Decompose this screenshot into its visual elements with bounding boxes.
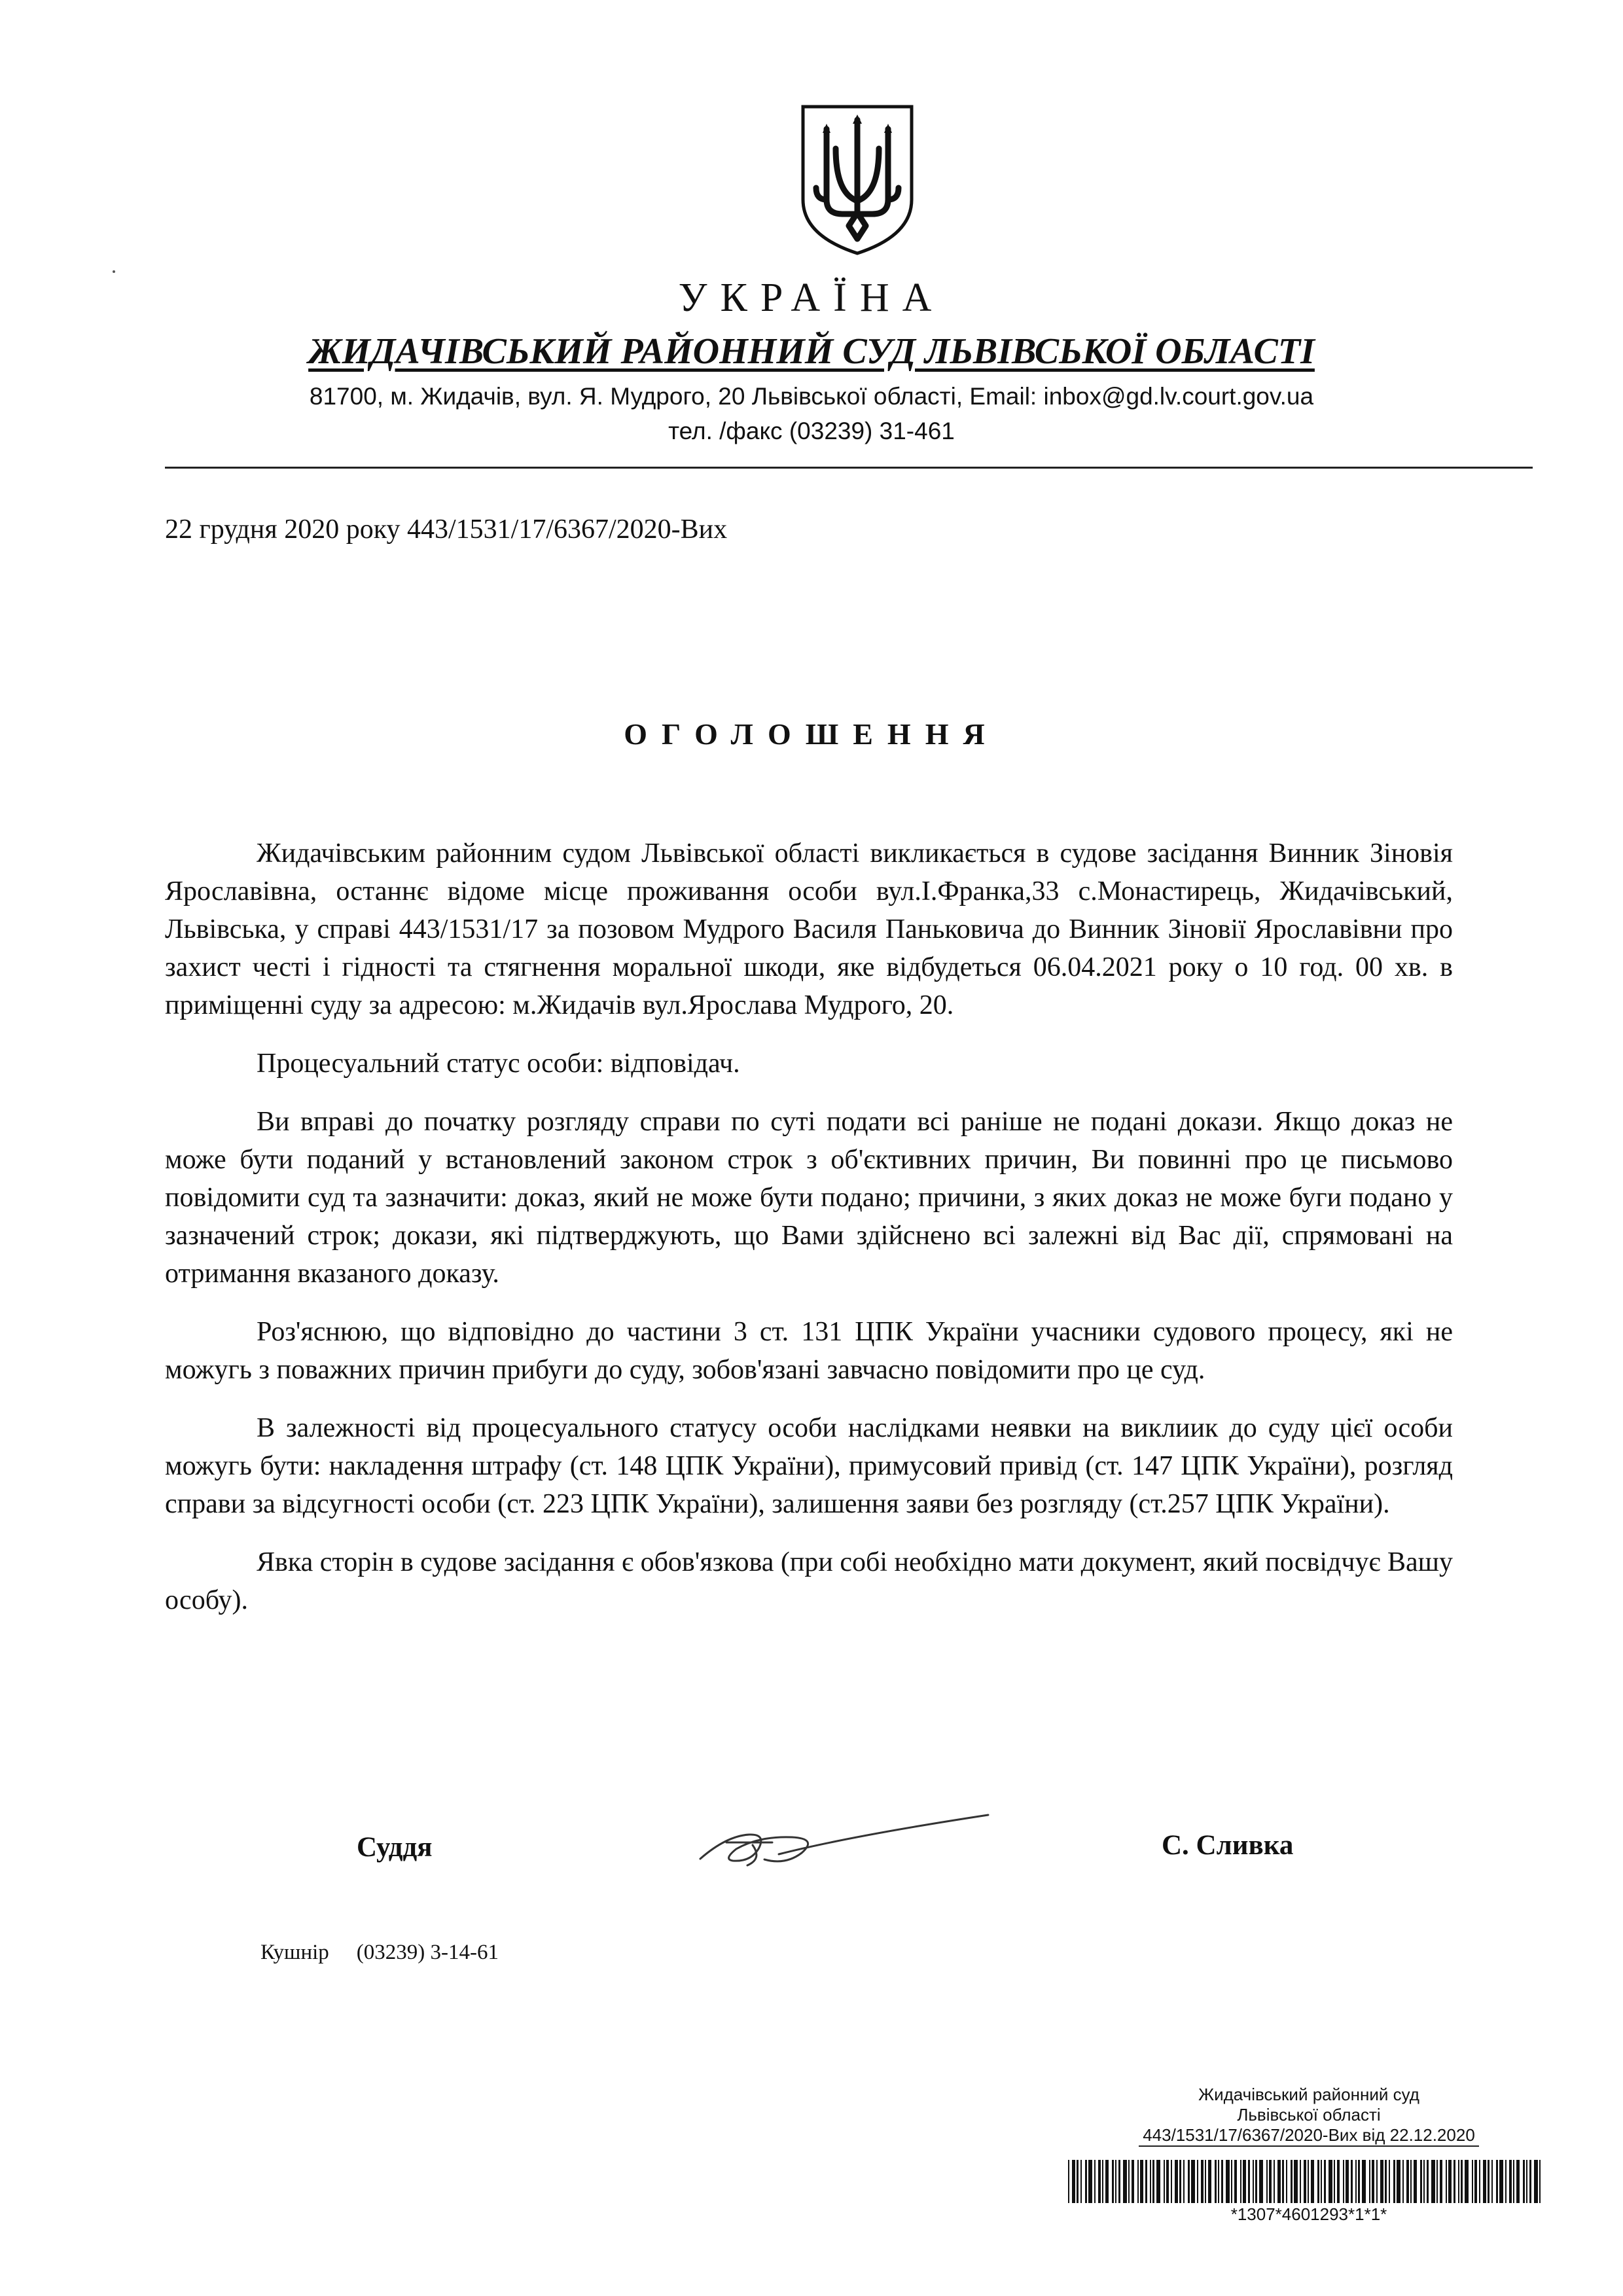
- barcode-bar: [1321, 2160, 1322, 2203]
- barcode-icon: [1068, 2160, 1546, 2203]
- barcode-bar: [1410, 2160, 1412, 2203]
- barcode-bar: [1351, 2160, 1353, 2203]
- barcode-bar: [1274, 2160, 1275, 2203]
- barcode-bar: [1253, 2160, 1254, 2203]
- barcode-bar: [1171, 2160, 1172, 2203]
- barcode-bar: [1427, 2160, 1429, 2203]
- barcode-bar: [1243, 2160, 1246, 2203]
- barcode-bar: [1266, 2160, 1268, 2203]
- barcode-bar: [1201, 2160, 1204, 2203]
- barcode-bar: [1088, 2160, 1092, 2203]
- clerk-phone: (03239) 3-14-61: [356, 1941, 499, 1964]
- barcode-bar: [1458, 2160, 1459, 2203]
- barcode-bar: [1334, 2160, 1335, 2203]
- barcode-bar: [1179, 2160, 1181, 2203]
- barcode-bar: [1240, 2160, 1241, 2203]
- barcode-bar: [1346, 2160, 1349, 2203]
- paragraph-evidence: Ви вправі до початку розгляду справи по суті подати всі раніше не подані докази. Якщо доказ не може бути поданий у встановлений законом строк з об'єктивних причин, Ви повинні про це письмово повідомити суд та зазначити: доказ, який не може бути подано; причини, з яких доказ не може буги подано у зазначений строк; докази, які підтверджують, що Вами здійснено всі залежні від Вас дії, спрямовані на отримання вказаного доказу.: [165, 1107, 1453, 1289]
- judge-title: Суддя: [357, 1832, 433, 1863]
- barcode-bar: [1474, 2160, 1477, 2203]
- barcode-bar: [1208, 2160, 1211, 2203]
- registration-stamp: [1060, 2085, 1558, 2147]
- header-divider: [165, 467, 1533, 469]
- handwritten-signature: [687, 1797, 995, 1882]
- barcode-bar: [1282, 2160, 1284, 2203]
- barcode-bar: [1150, 2160, 1151, 2203]
- paragraph-attendance: Явка сторін в судове засідання є обов'язкова (при собі необхідно мати документ, який посвідчує Вашу особу).: [165, 1547, 1454, 1615]
- barcode-bar: [1509, 2160, 1512, 2203]
- barcode-bar: [1414, 2160, 1417, 2203]
- barcode-bar: [1483, 2160, 1486, 2203]
- barcode-bar: [1454, 2160, 1455, 2203]
- barcode-bar: [1098, 2160, 1101, 2203]
- barcode-bar: [1526, 2160, 1527, 2203]
- trident-coat-of-arms-icon: [795, 101, 919, 259]
- clerk-name: Кушнір: [260, 1941, 329, 1964]
- barcode-bar: [1080, 2160, 1082, 2203]
- barcode-bar: [1436, 2160, 1438, 2203]
- barcode-bar: [1068, 2160, 1069, 2203]
- barcode-bar: [1324, 2160, 1326, 2203]
- barcode-bar: [1369, 2160, 1370, 2203]
- stamp-reference: 443/1531/17/6367/2020-Вих від 22.12.2020: [1139, 2125, 1479, 2147]
- document-reference: 22 грудня 2020 року 443/1531/17/6367/2020-Вих: [165, 514, 728, 545]
- barcode-bar: [1523, 2160, 1525, 2203]
- barcode-bar: [1488, 2160, 1489, 2203]
- barcode-bar: [1255, 2160, 1257, 2203]
- stamp-court: Жидачівський районний суд: [1198, 2085, 1419, 2104]
- court-address: 81700, м. Жидачів, вул. Я. Мудрого, 20 Львівської області, Email: inbox@gd.lv.court.gov.ua: [309, 383, 1314, 410]
- barcode-bar: [1294, 2160, 1298, 2203]
- judge-name: С. Сливка: [1162, 1830, 1294, 1861]
- paragraph-consequences: В залежності від процесуального статусу особи наслідками неявки на виклиик до суду цієї особи можугь бути: накладення штрафу (ст. 148 ЦПК України), примусовий привід (ст. 147 ЦПК України), розгляд справи за відсугності особи (ст. 223 ЦПК України), залишення заяви без розгляду (ст.257 ЦПК України).: [165, 1413, 1453, 1519]
- barcode-bar: [1499, 2160, 1503, 2203]
- barcode-bar: [1132, 2160, 1134, 2203]
- barcode-bar: [1420, 2160, 1422, 2203]
- barcode-bar: [1175, 2160, 1178, 2203]
- barcode-bar: [1191, 2160, 1195, 2203]
- barcode-bar: [1205, 2160, 1206, 2203]
- barcode-bar: [1112, 2160, 1114, 2203]
- barcode-bar: [1166, 2160, 1169, 2203]
- paragraph-status: Процесуальний статус особи: відповідач.: [257, 1049, 740, 1079]
- barcode-bar: [1385, 2160, 1387, 2203]
- barcode-bar: [1461, 2160, 1463, 2203]
- barcode-bar: [1277, 2160, 1281, 2203]
- barcode-bar: [1529, 2160, 1531, 2203]
- barcode-bar: [1362, 2160, 1366, 2203]
- barcode-bar: [1140, 2160, 1143, 2203]
- barcode-bar: [1115, 2160, 1116, 2203]
- barcode-bar: [1465, 2160, 1469, 2203]
- barcode-bar: [1376, 2160, 1378, 2203]
- barcode-bar: [1402, 2160, 1404, 2203]
- barcode-bar: [1534, 2160, 1538, 2203]
- barcode-bar: [1472, 2160, 1473, 2203]
- barcode-bar: [1164, 2160, 1165, 2203]
- barcode-bar: [1539, 2160, 1541, 2203]
- barcode-bar: [1085, 2160, 1087, 2203]
- barcode-bar: [1077, 2160, 1079, 2203]
- barcode-bar: [1406, 2160, 1409, 2203]
- paragraph-notification: Роз'яснюю, що відповідно до частини 3 ст. 131 ЦПК України учасники судового процесу, які не можугь з поважних причин прибуги до суду, зобов'язані завчасно повідомити про це суд.: [165, 1317, 1453, 1385]
- barcode-bar: [1105, 2160, 1109, 2203]
- barcode-bar: [1317, 2160, 1319, 2203]
- barcode-bar: [1397, 2160, 1400, 2203]
- barcode-bar: [1496, 2160, 1498, 2203]
- barcode-bar: [1072, 2160, 1075, 2203]
- barcode-bar: [1380, 2160, 1383, 2203]
- barcode-bar: [1102, 2160, 1103, 2203]
- barcode-bar: [1269, 2160, 1272, 2203]
- paragraph-summons: Жидачівським районним судом Львівської області викликається в судове засідання Винник Зіновія Ярославівна, останнє відоме місце проживання особи вул.І.Франка,33 с.Монастирець, Жидачівський, Львівська, у справі 443/1531/17 за позовом Мудрого Василя Паньковича до Винник Зіновії Ярославівни про захист честі і гідності та стягнення моральної шкоди, яке відбудеться 06.04.2021 року о 10 год. 00 хв. в приміщенні суду за адресою: м.Жидачів вул.Ярослава Мудрого, 20.: [165, 838, 1453, 1020]
- barcode-bar: [1516, 2160, 1520, 2203]
- barcode-bar: [1286, 2160, 1287, 2203]
- barcode-bar: [1337, 2160, 1340, 2203]
- barcode-bar: [1355, 2160, 1357, 2203]
- barcode-bar: [1329, 2160, 1332, 2203]
- barcode-bar: [1197, 2160, 1198, 2203]
- stamp-region: Львівської області: [1237, 2105, 1381, 2125]
- barcode-bar: [1505, 2160, 1507, 2203]
- barcode-bar: [1513, 2160, 1514, 2203]
- barcode-bar: [1304, 2160, 1306, 2203]
- barcode-bar: [1431, 2160, 1435, 2203]
- barcode-bar: [1123, 2160, 1127, 2203]
- barcode-bar: [1183, 2160, 1185, 2203]
- barcode-bar: [1308, 2160, 1309, 2203]
- court-phone: тел. /факс (03239) 31-461: [668, 418, 955, 444]
- barcode-bar: [1188, 2160, 1190, 2203]
- barcode-bar: [1446, 2160, 1447, 2203]
- barcode-bar: [1215, 2160, 1217, 2203]
- barcode-bar: [1231, 2160, 1232, 2203]
- barcode-bar: [1491, 2160, 1493, 2203]
- barcode-bar: [1440, 2160, 1442, 2203]
- barcode-bar: [1234, 2160, 1237, 2203]
- scan-speck: [113, 270, 115, 273]
- barcode-bar: [1118, 2160, 1120, 2203]
- barcode-bar: [1152, 2160, 1154, 2203]
- court-name: ЖИДАЧІВСЬКИЙ РАЙОННИЙ СУД ЛЬВІВСЬКОЇ ОБЛАСТІ: [308, 331, 1315, 372]
- barcode-bar: [1218, 2160, 1219, 2203]
- barcode-bar: [1448, 2160, 1452, 2203]
- barcode-number: *1307*4601293*1*1*: [1230, 2204, 1387, 2224]
- barcode-bar: [1389, 2160, 1390, 2203]
- barcode-bar: [1137, 2160, 1139, 2203]
- barcode-bar: [1248, 2160, 1250, 2203]
- barcode-bar: [1343, 2160, 1344, 2203]
- clerk-contact: [260, 1941, 499, 1965]
- barcode-bar: [1479, 2160, 1480, 2203]
- barcode-bar: [1358, 2160, 1360, 2203]
- barcode-bar: [1300, 2160, 1301, 2203]
- barcode-bar: [1128, 2160, 1130, 2203]
- barcode-bar: [1145, 2160, 1147, 2203]
- document-heading: ОГОЛОШЕННЯ: [624, 717, 999, 751]
- barcode-bar: [1156, 2160, 1160, 2203]
- barcode-bar: [1372, 2160, 1374, 2203]
- barcode-bar: [1226, 2160, 1230, 2203]
- document-body: [165, 834, 1453, 1640]
- barcode-bar: [1221, 2160, 1223, 2203]
- barcode-bar: [1094, 2160, 1096, 2203]
- barcode-bar: [1259, 2160, 1263, 2203]
- barcode-bar: [1423, 2160, 1425, 2203]
- country-title: УКРАЇНА: [678, 276, 945, 320]
- barcode-bar: [1393, 2160, 1395, 2203]
- barcode-bar: [1291, 2160, 1293, 2203]
- barcode-bar: [1311, 2160, 1314, 2203]
